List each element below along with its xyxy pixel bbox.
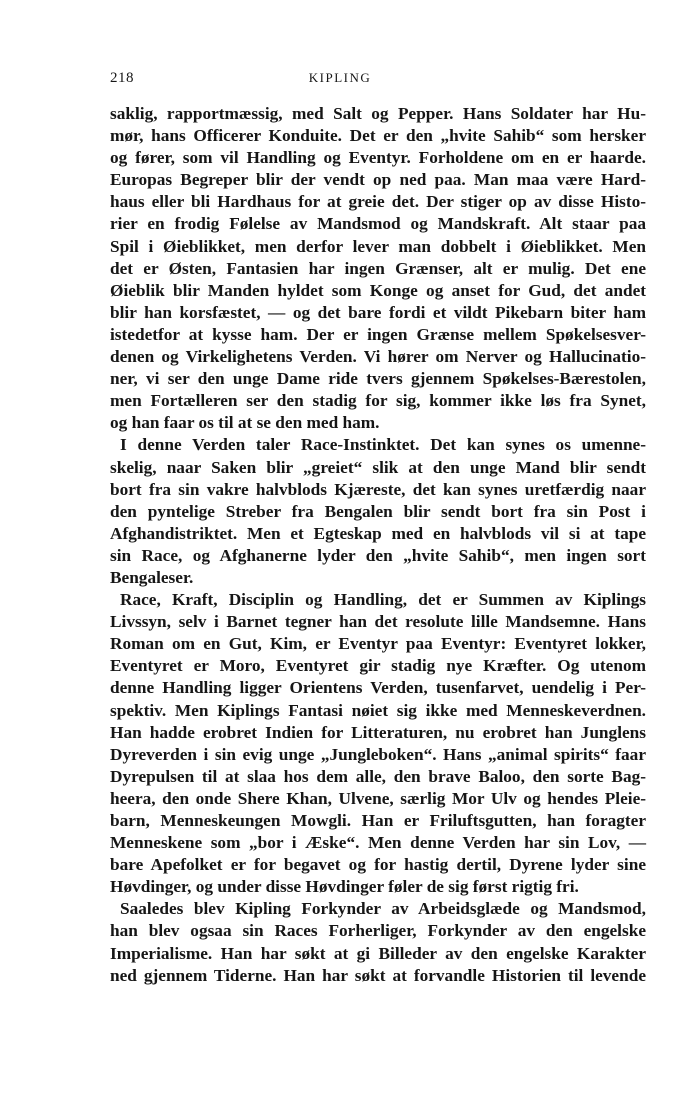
text-line: Saaledes blev Kipling Forkynder av Arbeidsglæde og Mandsmod,	[120, 899, 646, 919]
text-line: det er Østen, Fantasien har ingen Grænser, alt er mulig. Det ene	[110, 258, 646, 278]
text-line: Dyrepulsen til at slaa hos dem alle, den brave Baloo, den sorte Bag-	[110, 766, 646, 786]
text-line: Bengaleser.	[110, 567, 194, 587]
text-line: han blev ogsaa sin Races Forherliger, Forkynder av den engelske	[110, 921, 646, 941]
text-line: men Fortælleren ser den stadig for sig, kommer ikke løs fra Synet,	[110, 391, 646, 411]
text-line: bort fra sin vakre halvblods Kjæreste, det kan synes uretfærdig naar	[110, 479, 646, 499]
text-line: Race, Kraft, Disciplin og Handling, det er Summen av Kiplings	[120, 590, 646, 610]
text-line: Dyreverden i sin evig unge „Jungleboken“. Hans „animal spirits“ faar	[110, 744, 646, 764]
text-line: heera, den onde Shere Khan, Ulvene, særlig Mor Ulv og hendes Pleie-	[110, 788, 646, 808]
body-text	[110, 103, 646, 987]
text-line: Eventyret er Moro, Eventyret gir stadig nye Kræfter. Og utenom	[110, 656, 646, 676]
text-line: ned gjennem Tiderne. Han har søkt at forvandle Historien til levende	[110, 965, 646, 985]
text-line: rier en frodig Følelse av Mandsmod og Mandskraft. Alt staar paa	[110, 214, 646, 234]
text-line: Europas Begreper blir der vendt op ned paa. Man maa være Hard-	[110, 170, 646, 190]
text-line: blir han korsfæstet, — og det bare fordi et vildt Pikebarn biter ham	[110, 302, 646, 322]
text-line: ner, vi ser den unge Dame ride tvers gjennem Spøkelses-Bærestolen,	[110, 369, 646, 389]
text-line: Roman om en Gut, Kim, er Eventyr paa Eventyr: Eventyret lokker,	[110, 634, 646, 654]
text-line: barn, Menneskeungen Mowgli. Han er Friluftsgutten, han foragter	[110, 811, 646, 830]
text-line: haus eller bli Hardhaus for at greie det. Der stiger op av disse Histo-	[110, 192, 646, 212]
page-number: 218	[110, 70, 134, 86]
text-line: Øieblik blir Manden hyldet som Konge og anset for Gud, det andet	[110, 280, 646, 300]
text-line: Afghandistriktet. Men et Egteskap med en halvblods vil si at tape	[110, 523, 646, 543]
text-line: Menneskene som „bor i Æske“. Men denne Verden har sin Lov, —	[110, 833, 646, 853]
text-line: mør, hans Officerer Konduite. Det er den „hvite Sahib“ som hersker	[110, 126, 646, 146]
text-line: spektiv. Men Kiplings Fantasi nøiet sig ikke med Menneskeverdnen.	[110, 700, 646, 720]
text-line: bare Apefolket er for begavet og for hastig dertil, Dyrene lyder sine	[110, 855, 646, 875]
text-line: Høvdinger, og under disse Høvdinger føler de sig først rigtig fri.	[110, 877, 579, 897]
text-line: den pyntelige Streber fra Bengalen blir sendt bort fra sin Post i	[110, 501, 646, 521]
text-line: og han faar os til at se den med ham.	[110, 413, 380, 433]
text-line: denen og Virkelighetens Verden. Vi hører om Nerver og Hallucinatio-	[110, 347, 646, 367]
text-line: sin Race, og Afghanerne lyder den „hvite Sahib“, men ingen sort	[110, 545, 646, 565]
text-line: Imperialisme. Han har søkt at gi Billeder av den engelske Karakter	[110, 943, 646, 963]
text-line: saklig, rapportmæssig, med Salt og Pepper. Hans Soldater har Hu-	[110, 104, 646, 123]
text-line: Spil i Øieblikket, men derfor lever man dobbelt i Øieblikket. Men	[110, 236, 646, 256]
text-line: skelig, naar Saken blir „greiet“ slik at den unge Mand blir sendt	[110, 457, 646, 477]
text-line: Livssyn, selv i Barnet tegner han det resolute lille Mandsemne. Hans	[110, 612, 646, 632]
text-line: Han hadde erobret Indien for Litteraturen, nu erobret han Junglens	[110, 722, 646, 742]
text-line: istedetfor at kysse ham. Der er ingen Grænse mellem Spøkelsesver-	[110, 324, 646, 344]
text-line: denne Handling ligger Orientens Verden, tusenfarvet, uendelig i Per-	[110, 678, 646, 698]
text-line: og fører, som vil Handling og Eventyr. Forholdene om en er haarde.	[110, 148, 646, 168]
text-line: I denne Verden taler Race-Instinktet. Det kan synes os umenne-	[120, 435, 646, 455]
running-head: KIPLING	[308, 70, 372, 85]
